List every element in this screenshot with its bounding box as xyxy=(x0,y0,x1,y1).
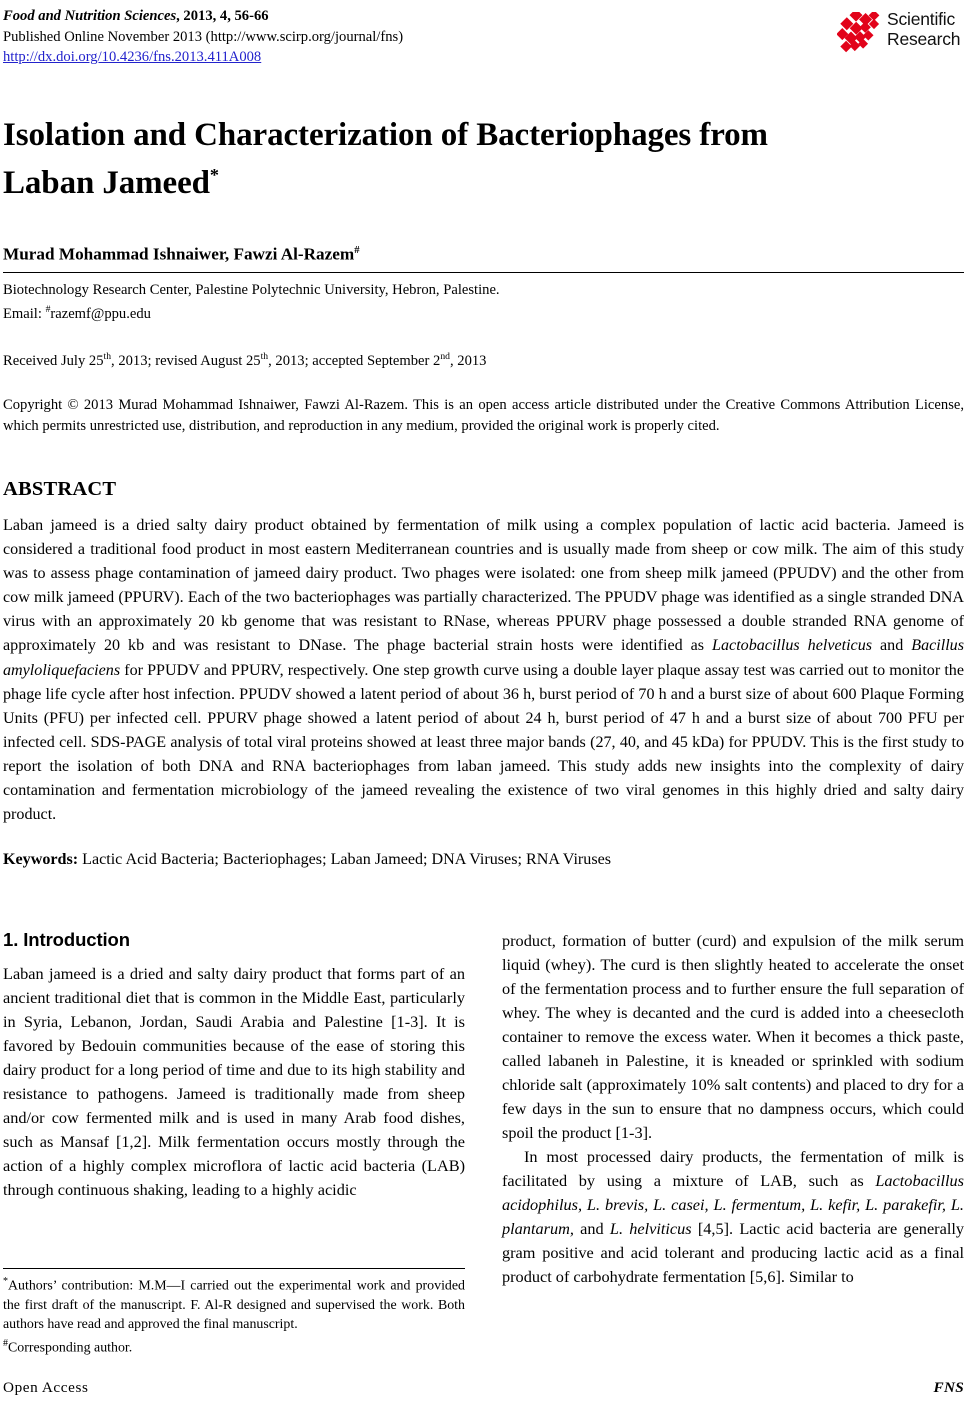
section-heading-introduction: 1. Introduction xyxy=(3,929,130,950)
intro-paragraph-right-2 xyxy=(502,1145,964,1289)
keywords-label: Keywords: xyxy=(3,851,79,869)
intro-paragraph-right-1: product, formation of butter (curd) and expulsion of the milk serum liquid (whey). The curd is then slightly heated to accelerate the onset of the fermentation process and to further ensure the full separation of whey. The whey is decanted and the curd is added into a cheesecloth container to remove the excess water. When it becomes a thick paste, called labaneh in Palestine, it is kneaded or sprinkled with sodium chloride salt (approximately 10% salt contents) and placed to dry for a few days in the sun to ensure that no dampness occurs, which could spoil the product [1-3]. xyxy=(502,931,964,1142)
title-block xyxy=(3,116,964,203)
publisher-logo xyxy=(837,8,962,60)
revised-mid: , 2013; revised August 25 xyxy=(111,352,261,369)
paper-title-line2: Laban Jameed xyxy=(3,164,210,201)
email-line xyxy=(3,300,964,324)
title-footnote-marker: * xyxy=(209,164,219,185)
accepted-suffix: , 2013 xyxy=(449,352,487,369)
footnote-divider-rule xyxy=(3,1268,465,1269)
affiliation-block xyxy=(3,281,964,325)
journal-volume-pages: , 2013, 4, 56-66 xyxy=(176,8,269,24)
abstract-part-1: Laban jameed is a dried salty dairy product obtained by fermentation of milk using a complex population of lactic acid bacteria. Jameed is considered a traditional food product in most eastern Mediterranean countries and is usually made from sheep or cow milk. The aim of this study was to assess phage contamination of jameed dairy product. Two phages were isolated: one from sheep milk jameed (PPUDV) and the other from cow milk jameed (PPURV). Each of the two bacteriophages was partially characterized. The PPUDV phage was identified as a single stranded DNA virus with an approximately 20 kb genome that was resistant to RNase, whereas PPURV phage possessed a double stranded RNA genome of approximately 20 kb and was resistant to DNase. The phage bacterial strain hosts were identified as xyxy=(3,516,964,655)
paper-title-line1: Isolation and Characterization of Bacteriophages from xyxy=(3,117,768,153)
footnote-hash-marker: # xyxy=(3,1337,8,1349)
author-names: Murad Mohammad Ishnaiwer, Fawzi Al-Razem xyxy=(3,244,355,264)
paper-title xyxy=(3,116,964,203)
published-online-line: Published Online November 2013 (http://www.scirp.org/journal/fns) xyxy=(3,28,404,45)
scientific-research-diamond-logo-icon xyxy=(837,12,883,56)
masthead xyxy=(3,6,964,76)
abstract-heading: ABSTRACT xyxy=(3,477,117,500)
footnote-hash-text: Corresponding author. xyxy=(8,1340,133,1356)
publisher-name xyxy=(887,9,960,49)
email-marker: # xyxy=(45,304,51,316)
footnote-star-marker: * xyxy=(3,1276,8,1287)
abstract-part-2: and xyxy=(872,637,912,655)
abstract-part-3: for PPUDV and PPURV, respectively. One step growth curve using a double layer plaque assay test was carried out to monitor the phage life cycle after host infection. PPUDV showed a latent period of about 36 h, burst period of 70 h and a burst size of about 600 Plaque Forming Units (PFU) per infected cell. PPURV phage showed a latent period of about 24 h, burst period of 47 h and a burst size of about 700 PFU per infected cell. SDS-PAGE analysis of total viral proteins showed at least three major bands (27, 40, and 45 kDa) for PPUDV. This is the first study to report the isolation of both DNA and RNA bacteriophages from laban jameed. This study adds new insights into the complexity of dairy contamination and fermentation microbiology of the jameed revealing the existence of two viral genomes in this highly dried and salty dairy product. xyxy=(3,661,964,824)
footnote-authors-contribution xyxy=(3,1272,465,1334)
column-right xyxy=(502,929,964,1289)
keywords-line xyxy=(3,849,964,871)
abstract-species-1: Lactobacillus helveticus xyxy=(712,637,873,655)
journal-name: Food and Nutrition Sciences xyxy=(3,8,177,24)
masthead-text xyxy=(3,6,403,68)
received-ordinal: th xyxy=(103,350,112,362)
footer-open-access: Open Access xyxy=(3,1379,89,1396)
publisher-name-line2: Research xyxy=(887,29,961,49)
author-list xyxy=(3,240,964,270)
page-footer xyxy=(3,1378,964,1400)
doi-link[interactable]: http://dx.doi.org/10.4236/fns.2013.411A008 xyxy=(3,49,262,65)
footnote-corresponding-author xyxy=(3,1334,465,1358)
author-corresponding-marker: # xyxy=(354,245,360,256)
intro-r2-species-list: Lactobacillus acidophilus, L. brevis, L. casei, L. fermentum, L. kefir, L. parakefir, L. plantarum, xyxy=(502,1171,964,1238)
journal-citation-line xyxy=(3,6,403,27)
abstract-species-2: Bacillus amyloliquefaciens xyxy=(3,637,964,679)
intro-r2-species-last: L. helviticus xyxy=(609,1219,692,1238)
accepted-ordinal: nd xyxy=(440,350,450,362)
copyright-notice: Copyright © 2013 Murad Mohammad Ishnaiwer, Fawzi Al-Razem. This is an open access article distributed under the Creative Commons Attribution License, which permits unrestricted use, distribution, and reproduction in any medium, provided the original work is properly cited. xyxy=(3,396,964,434)
footnote-star-text: Authors’ contribution: M.M—I carried out the experimental work and provided the first draft of the manuscript. F. Al-R designed and supervised the work. Both authors have read and approved the final manuscript. xyxy=(3,1278,465,1332)
intro-r2-part-c: [4,5]. Lactic acid bacteria are generally gram positive and acid tolerant and producing lactic acid as a final product of carbohydrate fermentation [5,6]. Similar to xyxy=(502,1219,965,1286)
email-address[interactable]: razemf@ppu.edu xyxy=(50,306,151,323)
keywords-values: Lactic Acid Bacteria; Bacteriophages; Laban Jameed; DNA Viruses; RNA Viruses xyxy=(78,851,611,869)
accepted-mid: , 2013; accepted September 2 xyxy=(268,352,441,369)
column-left xyxy=(3,929,465,1202)
intro-r2-part-b: and xyxy=(573,1219,610,1238)
page-content xyxy=(3,6,964,871)
author-divider-rule xyxy=(3,272,964,273)
intro-r2-part-a: In most processed dairy products, the fermentation of milk is facilitated by using a mixture of LAB, such as xyxy=(502,1147,964,1190)
footnote-block xyxy=(3,1268,465,1358)
intro-paragraph-left: Laban jameed is a dried and salty dairy product that forms part of an ancient traditional diet that is common in the Middle East, particularly in Syria, Lebanon, Jordan, Saudi Arabia and Palestine [1-3]. It is favored by Bedouin communities because of the ease of storing this dairy product for a long period of time and due to its high stability and resistance to pathogens. Jameed is traditionally made from sheep and/or cow fermented milk and is used in many Arab food dishes, such as Mansaf [1,2]. Milk fermentation occurs mostly through the action of a highly complex microflora of lactic acid bacteria (LAB) through continuous shaking, leading to a highly acidic xyxy=(3,964,465,1199)
abstract-text xyxy=(3,514,964,827)
received-prefix: Received July 25 xyxy=(3,352,104,369)
footer-journal-abbrev: FNS xyxy=(933,1379,964,1396)
publisher-name-line1: Scientific xyxy=(887,9,956,29)
received-dates-line xyxy=(3,347,964,371)
email-label: Email: xyxy=(3,306,46,323)
revised-ordinal: th xyxy=(260,350,269,362)
affiliation-line: Biotechnology Research Center, Palestine Polytechnic University, Hebron, Palestine. xyxy=(3,281,500,298)
